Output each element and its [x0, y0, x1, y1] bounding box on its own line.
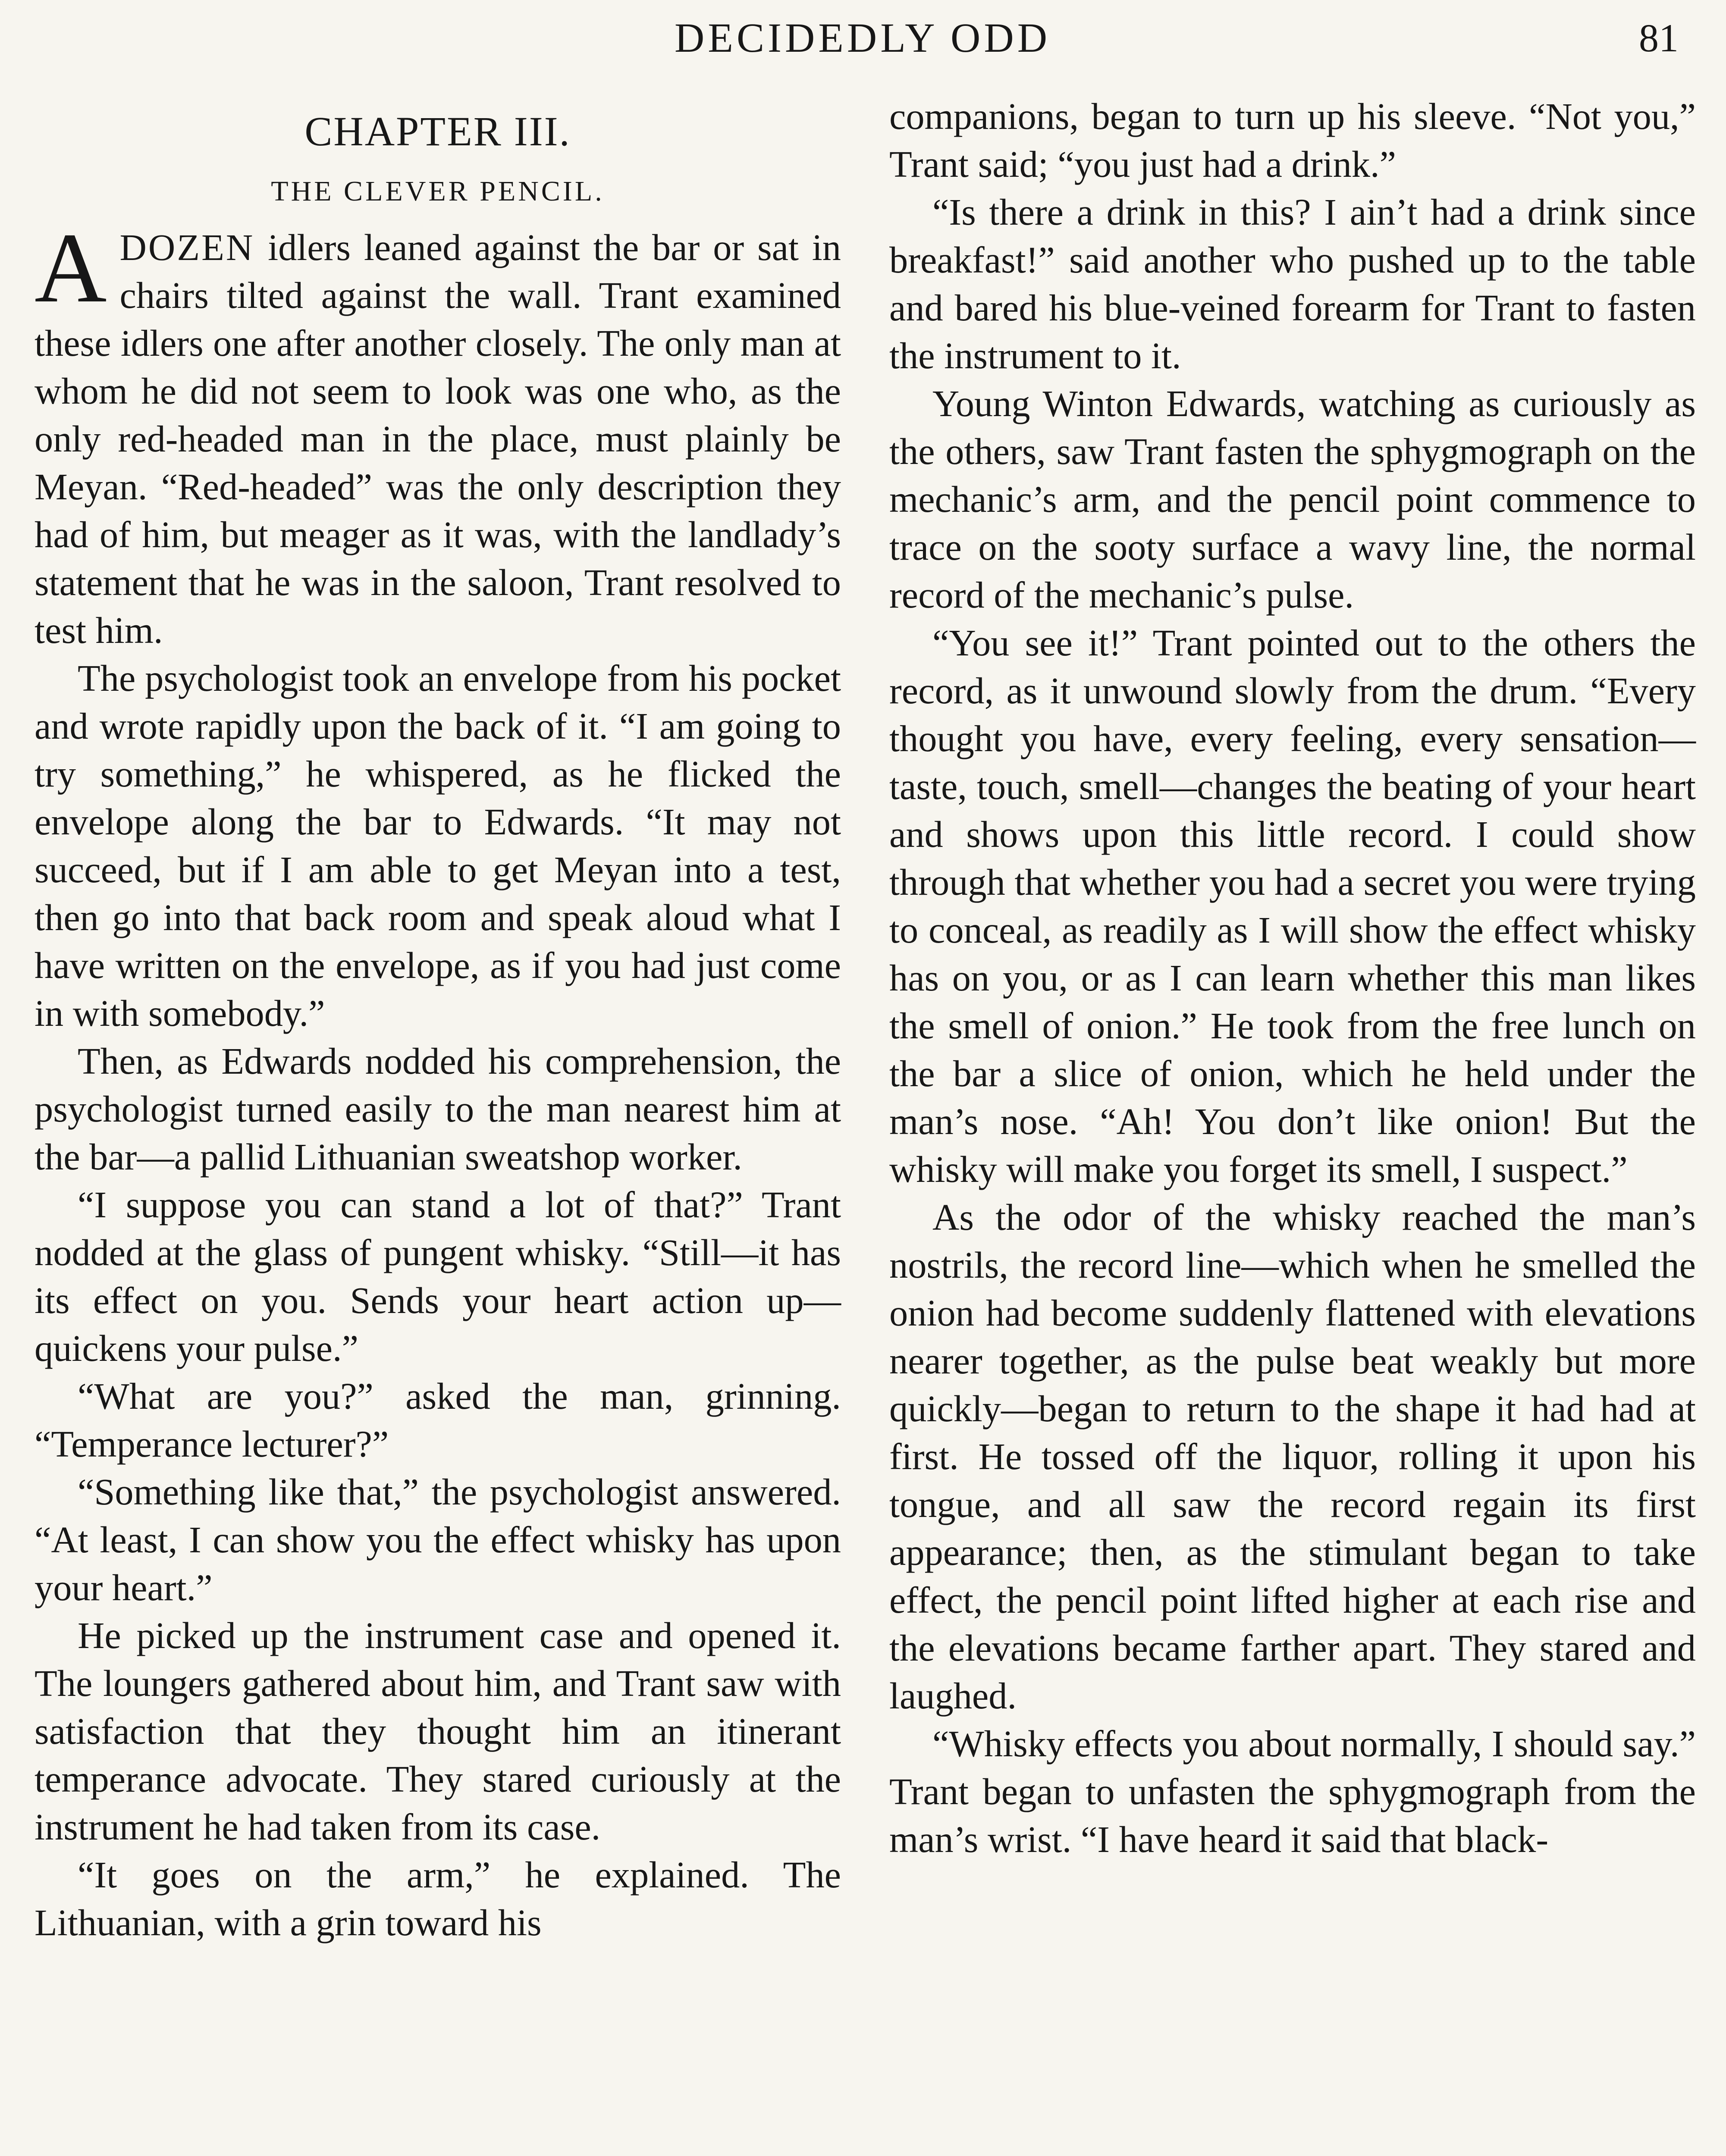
paragraph: “I suppose you can stand a lot of that?” Trant nodded at the glass of pungent whisky. “Still—it has its effect on you. Sends your heart action up—quickens your pulse.”	[35, 1184, 841, 1369]
paragraph: He picked up the instrument case and opened it. The loungers gathered about him, and Trant saw with satisfaction that they thought him an itinerant temperance advocate. They stared curiously at the instrument he had taken from its case.	[35, 1615, 841, 1848]
paragraph: “You see it!” Trant pointed out to the others the record, as it unwound slowly from the drum. “Every thought you have, every feeling, every sensation—taste, touch, smell—changes the beating of your heart and shows upon this little record. I could show through that whether you had a secret you were trying to conceal, as readily as I will show the effect whisky has on you, or as I can learn whether this man likes the smell of onion.” He took from the free lunch on the bar a slice of onion, which he held under the man’s nose. “Ah! You don’t like onion! But the whisky will make you forget its smell, I suspect.”	[889, 622, 1696, 1190]
paragraph: The psychologist took an envelope from his pocket and wrote rapidly upon the back of it. “I am going to try something,” he whispered, as he flicked the envelope along the bar to Edwards. “It may not succeed, but if I am able to get Meyan into a test, then go into that back room and speak aloud what I have written on the envelope, as if you had just come in with somebody.”	[35, 658, 841, 1034]
page-number: 81	[1639, 16, 1679, 60]
paragraph: “Something like that,” the psychologist answered. “At least, I can show you the effect whisky has upon your heart.”	[35, 1471, 841, 1608]
chapter-subtitle: THE CLEVER PENCIL.	[271, 175, 605, 207]
chapter-title: CHAPTER III.	[304, 108, 571, 154]
paragraph: “It goes on the arm,” he explained. The Lithuanian, with a grin toward his	[35, 1854, 841, 1943]
paragraph: companions, began to turn up his sleeve. “Not you,” Trant said; “you just had a drink.”	[889, 96, 1696, 185]
drop-cap: A	[35, 213, 107, 323]
paragraph: Then, as Edwards nodded his comprehension, the psychologist turned easily to the man nearest him at the bar—a pallid Lithuanian sweatshop worker.	[35, 1040, 841, 1178]
paragraph-text: idlers leaned against the bar or sat in chairs tilted against the wall. Trant examined these idlers one after another closely. The only man at whom he did not seem to look was one who, as the only red-headed man in the place, must plainly be Meyan. “Red-headed” was the only description they had of him, but meager as it was, with the landlady’s statement that he was in the saloon, Trant resolved to test him.	[35, 227, 841, 651]
opening-word: DOZEN	[119, 227, 255, 268]
paragraph: “Whisky effects you about normally, I should say.” Trant began to unfasten the sphygmograph from the man’s wrist. “I have heard it said that black-	[889, 1723, 1696, 1860]
left-column	[35, 97, 841, 1947]
right-column	[889, 93, 1696, 1864]
paragraph	[35, 213, 841, 655]
running-title: DECIDEDLY ODD	[674, 15, 1051, 61]
paragraph: As the odor of the whisky reached the man’s nostrils, the record line—which when he smelled the onion had become suddenly flattened with elevations nearer together, as the pulse beat weakly but more quickly—began to return to the shape it had had at first. He tossed off the liquor, rolling it upon his tongue, and all saw the record regain its first appearance; then, as the stimulant began to take effect, the pencil point lifted higher at each rise and the elevations became farther apart. They stared and laughed.	[889, 1197, 1696, 1717]
paragraph: “What are you?” asked the man, grinning. “Temperance lecturer?”	[35, 1376, 841, 1465]
paragraph: Young Winton Edwards, watching as curiously as the others, saw Trant fasten the sphygmograph on the mechanic’s arm, and the pencil point commence to trace on the sooty surface a wavy line, the normal record of the mechanic’s pulse.	[889, 383, 1696, 616]
paragraph: “Is there a drink in this? I ain’t had a drink since breakfast!” said another who pushed up to the table and bared his blue-veined forearm for Trant to fasten the instrument to it.	[889, 191, 1696, 376]
